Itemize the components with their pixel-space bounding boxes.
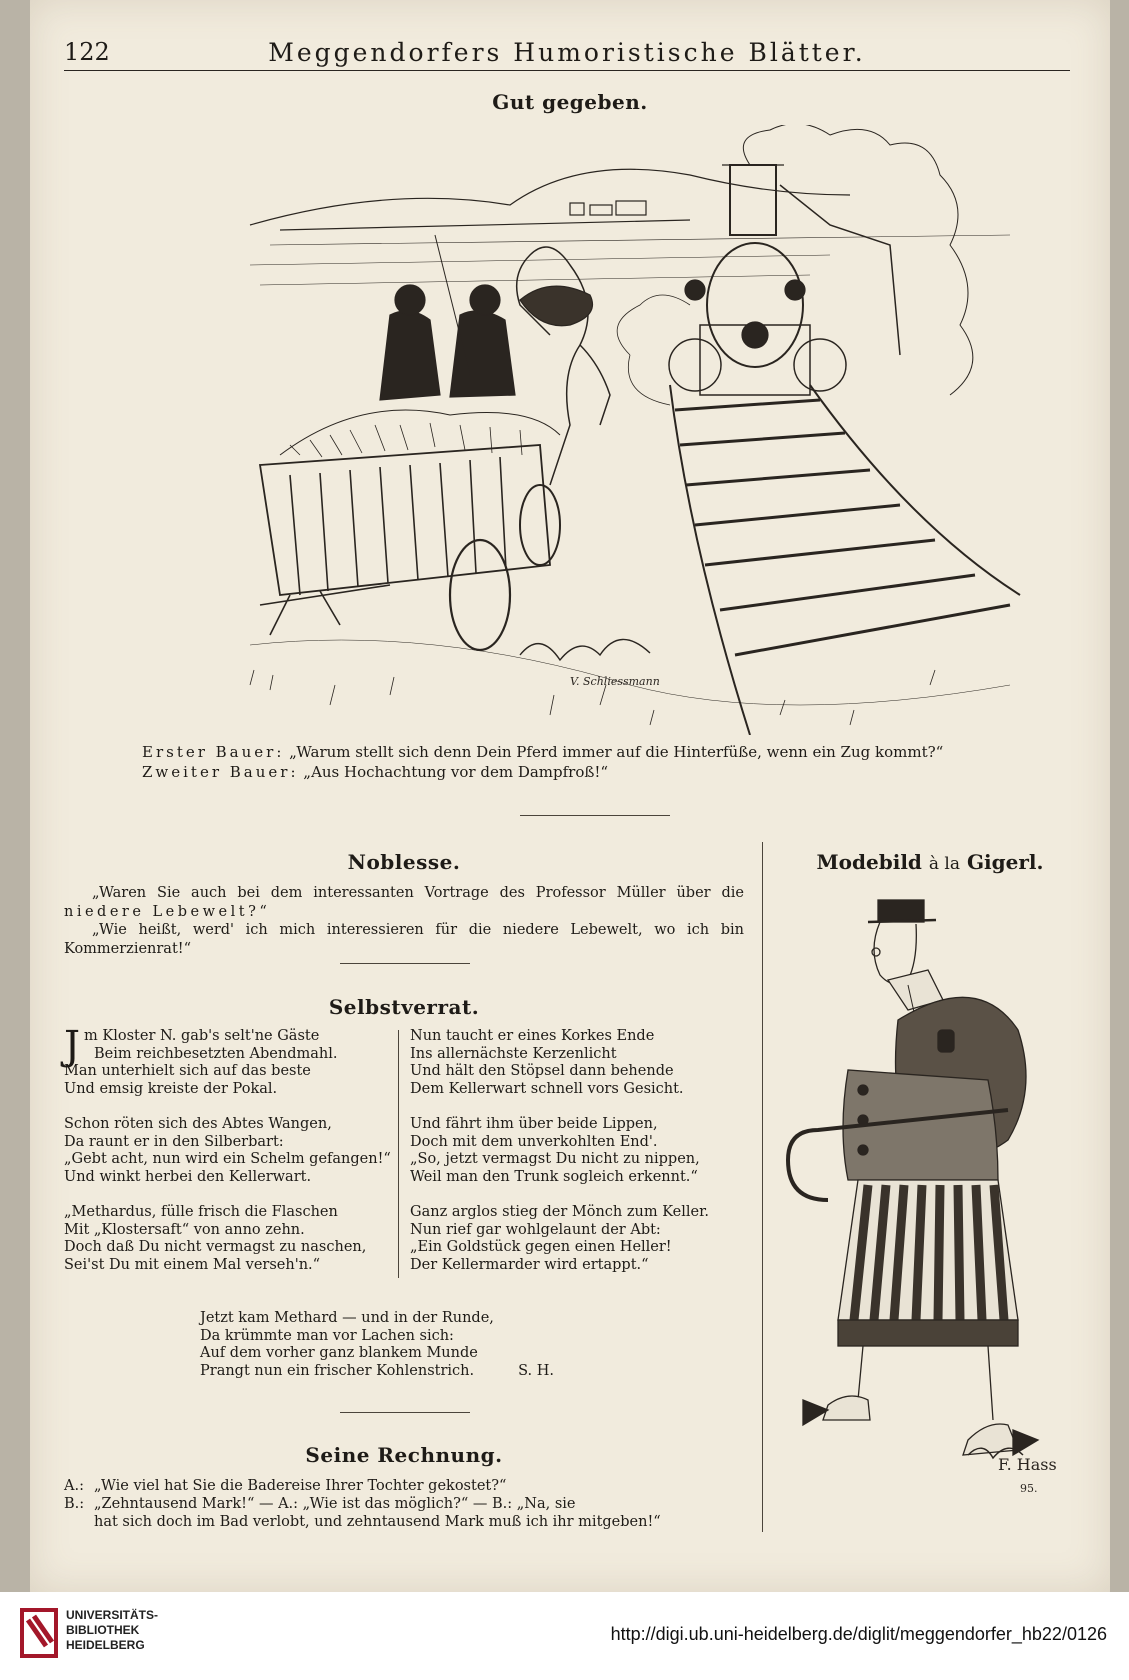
section-divider: [340, 963, 470, 964]
poem-line: Nun taucht er eines Korkes Ende: [410, 1028, 655, 1044]
seine-rechnung-title: Seine Rechnung.: [305, 1443, 503, 1467]
poem-line: „Methardus, fülle frisch die Flaschen: [64, 1204, 338, 1220]
section-divider: [340, 1412, 470, 1413]
journal-title: Meggendorfers Humoristische Blätter.: [268, 38, 866, 67]
dialog-line: hat sich doch im Bad verlobt, und zehntausend Mark muß ich ihr mitgeben!“: [94, 1514, 661, 1530]
caption-line-1: Erster Bauer: „Warum stellt sich denn Dein Pferd immer auf die Hinterfüße, wenn ein Zug kommt?“: [142, 743, 944, 761]
poem-line: Ins allernächste Kerzenlicht: [410, 1045, 617, 1062]
gigerl-artist-year: 95.: [1020, 1482, 1038, 1495]
magazine-page: [30, 0, 1110, 1592]
poem-line: Dem Kellerwart schnell vors Gesicht.: [410, 1080, 684, 1097]
poem-line: Mit „Klostersaft“ von anno zehn.: [64, 1221, 305, 1238]
page-number: 122: [64, 38, 110, 66]
poem-line: Doch daß Du nicht vermagst zu naschen,: [64, 1239, 367, 1255]
poem-line: „Ein Goldstück gegen einen Heller!: [410, 1239, 672, 1255]
poem-line: Der Kellermarder wird ertappt.“: [410, 1256, 649, 1273]
modebild-title: Modebild à la Gigerl.: [816, 850, 1044, 874]
section-divider: [520, 815, 670, 816]
poem-line: Und emsig kreiste der Pokal.: [64, 1080, 278, 1097]
poem-line: Da raunt er in den Silberbart:: [64, 1133, 284, 1150]
poem-left-column: [64, 1023, 409, 1274]
poem-line: Und hält den Stöpsel dann behende: [410, 1063, 674, 1079]
poem-line: Prangt nun ein frischer Kohlenstrich. S. H.: [200, 1362, 555, 1379]
poem-line: „Gebt acht, nun wird ein Schelm gefangen!“: [64, 1151, 391, 1167]
poem-signature: S. H.: [518, 1362, 555, 1379]
gigerl-fashion-illustration: [768, 880, 1108, 1520]
poem-column-divider: [398, 1030, 399, 1278]
noblesse-paragraph-1: „Waren Sie auch bei dem interessanten Vortrage des Professor Müller über die niedere Lebewelt?“: [64, 885, 744, 920]
poem-final-stanza: [200, 1310, 620, 1380]
poem-line: Schon röten sich des Abtes Wangen,: [64, 1116, 332, 1132]
poem-line: Beim reichbesetzten Abendmahl.: [94, 1045, 338, 1062]
noblesse-paragraph-2: „Wie heißt, werd' ich mich interessieren für die niedere Lebewelt, wo ich bin Kommerzienrat!“: [64, 922, 744, 957]
poem-line: Weil man den Trunk sogleich erkennt.“: [410, 1168, 698, 1185]
poem-line: „So, jetzt vermagst Du nicht zu nippen,: [410, 1151, 700, 1167]
page-header: [64, 36, 1070, 71]
poem-line: Jetzt kam Methard — und in der Runde,: [200, 1310, 494, 1326]
selbstverrat-title: Selbstverrat.: [328, 995, 480, 1019]
poem-line: Man unterhielt sich auf das beste: [64, 1063, 311, 1079]
column-divider: [762, 842, 763, 1532]
poem-line: Jm Kloster N. gab's selt'ne Gäste: [64, 1023, 320, 1069]
poem-line: Da krümmte man vor Lachen sich:: [200, 1327, 454, 1344]
poem-line: Auf dem vorher ganz blankem Munde: [200, 1345, 478, 1361]
library-logo-icon: [18, 1606, 60, 1660]
caption-line-2: Zweiter Bauer: „Aus Hochachtung vor dem Dampfroß!“: [142, 763, 609, 781]
noblesse-section: [64, 850, 744, 958]
source-url-link[interactable]: http://digi.ub.uni-heidelberg.de/diglit/meggendorfer_hb22/0126: [610, 1624, 1107, 1644]
cartoon-title: Gut gegeben.: [492, 90, 648, 114]
selbstverrat-section: [64, 995, 744, 1019]
gigerl-artist-signature: F. Hass: [998, 1455, 1057, 1474]
poem-right-column: [410, 1028, 755, 1274]
poem-line: Sei'st Du mit einem Mal verseh'n.“: [64, 1256, 321, 1273]
library-footer: [0, 1592, 1129, 1680]
dialog: [64, 1477, 744, 1531]
poem-line: Ganz arglos stieg der Mönch zum Keller.: [410, 1204, 710, 1220]
dialog-line: B.: „Zehntausend Mark!“ — A.: „Wie ist das möglich?“ — B.: „Na, sie: [64, 1496, 576, 1512]
seine-rechnung-section: [64, 1443, 744, 1531]
poem-line: Nun rief gar wohlgelaunt der Abt:: [410, 1221, 661, 1238]
poem-line: Und fährt ihm über beide Lippen,: [410, 1116, 658, 1132]
train-cartoon-illustration: [130, 125, 1030, 735]
poem-line: Doch mit dem unverkohlten End'.: [410, 1133, 658, 1150]
cartoon-artist-signature: V. Schliessmann: [570, 675, 660, 688]
library-name: UNIVERSITÄTS- BIBLIOTHEK HEIDELBERG: [66, 1608, 159, 1652]
cartoon-caption: [142, 742, 1042, 782]
poem-line: Und winkt herbei den Kellerwart.: [64, 1168, 312, 1185]
dialog-line: A.: „Wie viel hat Sie die Badereise Ihrer Tochter gekostet?“: [64, 1478, 507, 1494]
noblesse-title: Noblesse.: [347, 850, 461, 874]
